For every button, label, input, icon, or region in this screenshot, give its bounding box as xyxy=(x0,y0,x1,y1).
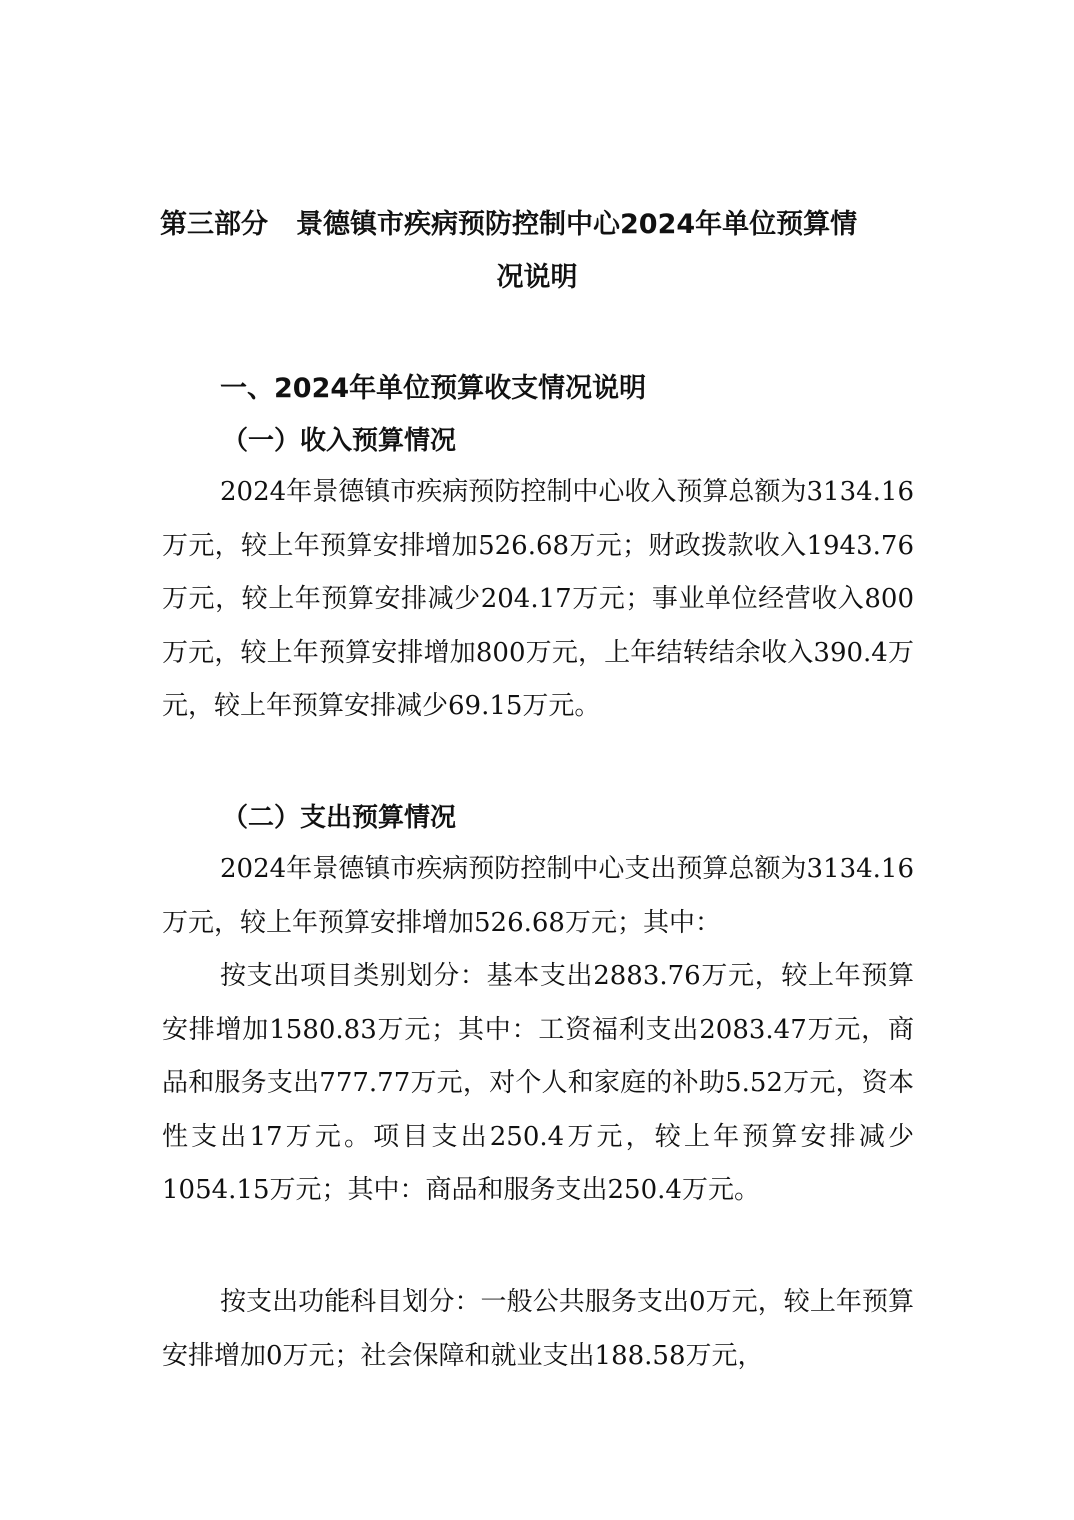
expenditure-paragraph: 2024年景德镇市疾病预防控制中心支出预算总额为3134.16万元，较上年预算安排增加526.68万元；其中： xyxy=(162,854,914,938)
document-title-line-2: 况说明 xyxy=(496,262,578,293)
expenditure-by-function-paragraph: 按支出功能科目划分：一般公共服务支出0万元，较上年预算安排增加0万元；社会保障和就业支出188.58万元， xyxy=(162,1287,914,1371)
income-paragraph: 2024年景德镇市疾病预防控制中心收入预算总额为3134.16万元，较上年预算安排增加526.68万元；财政拨款收入1943.76万元，较上年预算安排减少204.17万元；事业单位经营收入800万元，较上年预算安排增加800万元，上年结转结余收入390.4万元，较上年预算安排减少69.15万元。 xyxy=(162,477,914,721)
document-title-line-1 xyxy=(160,202,914,241)
part-label: 第三部分 xyxy=(160,209,268,240)
income-subheading: （一）收入预算情况 xyxy=(222,426,457,456)
expenditure-subheading: （二）支出预算情况 xyxy=(222,803,457,833)
section-heading: 一、2024年单位预算收支情况说明 xyxy=(220,373,647,404)
expenditure-by-category-paragraph: 按支出项目类别划分：基本支出2883.76万元，较上年预算安排增加1580.83万元；其中：工资福利支出2083.47万元，商品和服务支出777.77万元，对个人和家庭的补助5.52万元，资本性支出17万元。项目支出250.4万元，较上年预算安排减少1054.15万元；其中：商品和服务支出250.4万元。 xyxy=(162,961,914,1205)
title-text: 景德镇市疾病预防控制中心2024年单位预算情 xyxy=(296,209,858,240)
